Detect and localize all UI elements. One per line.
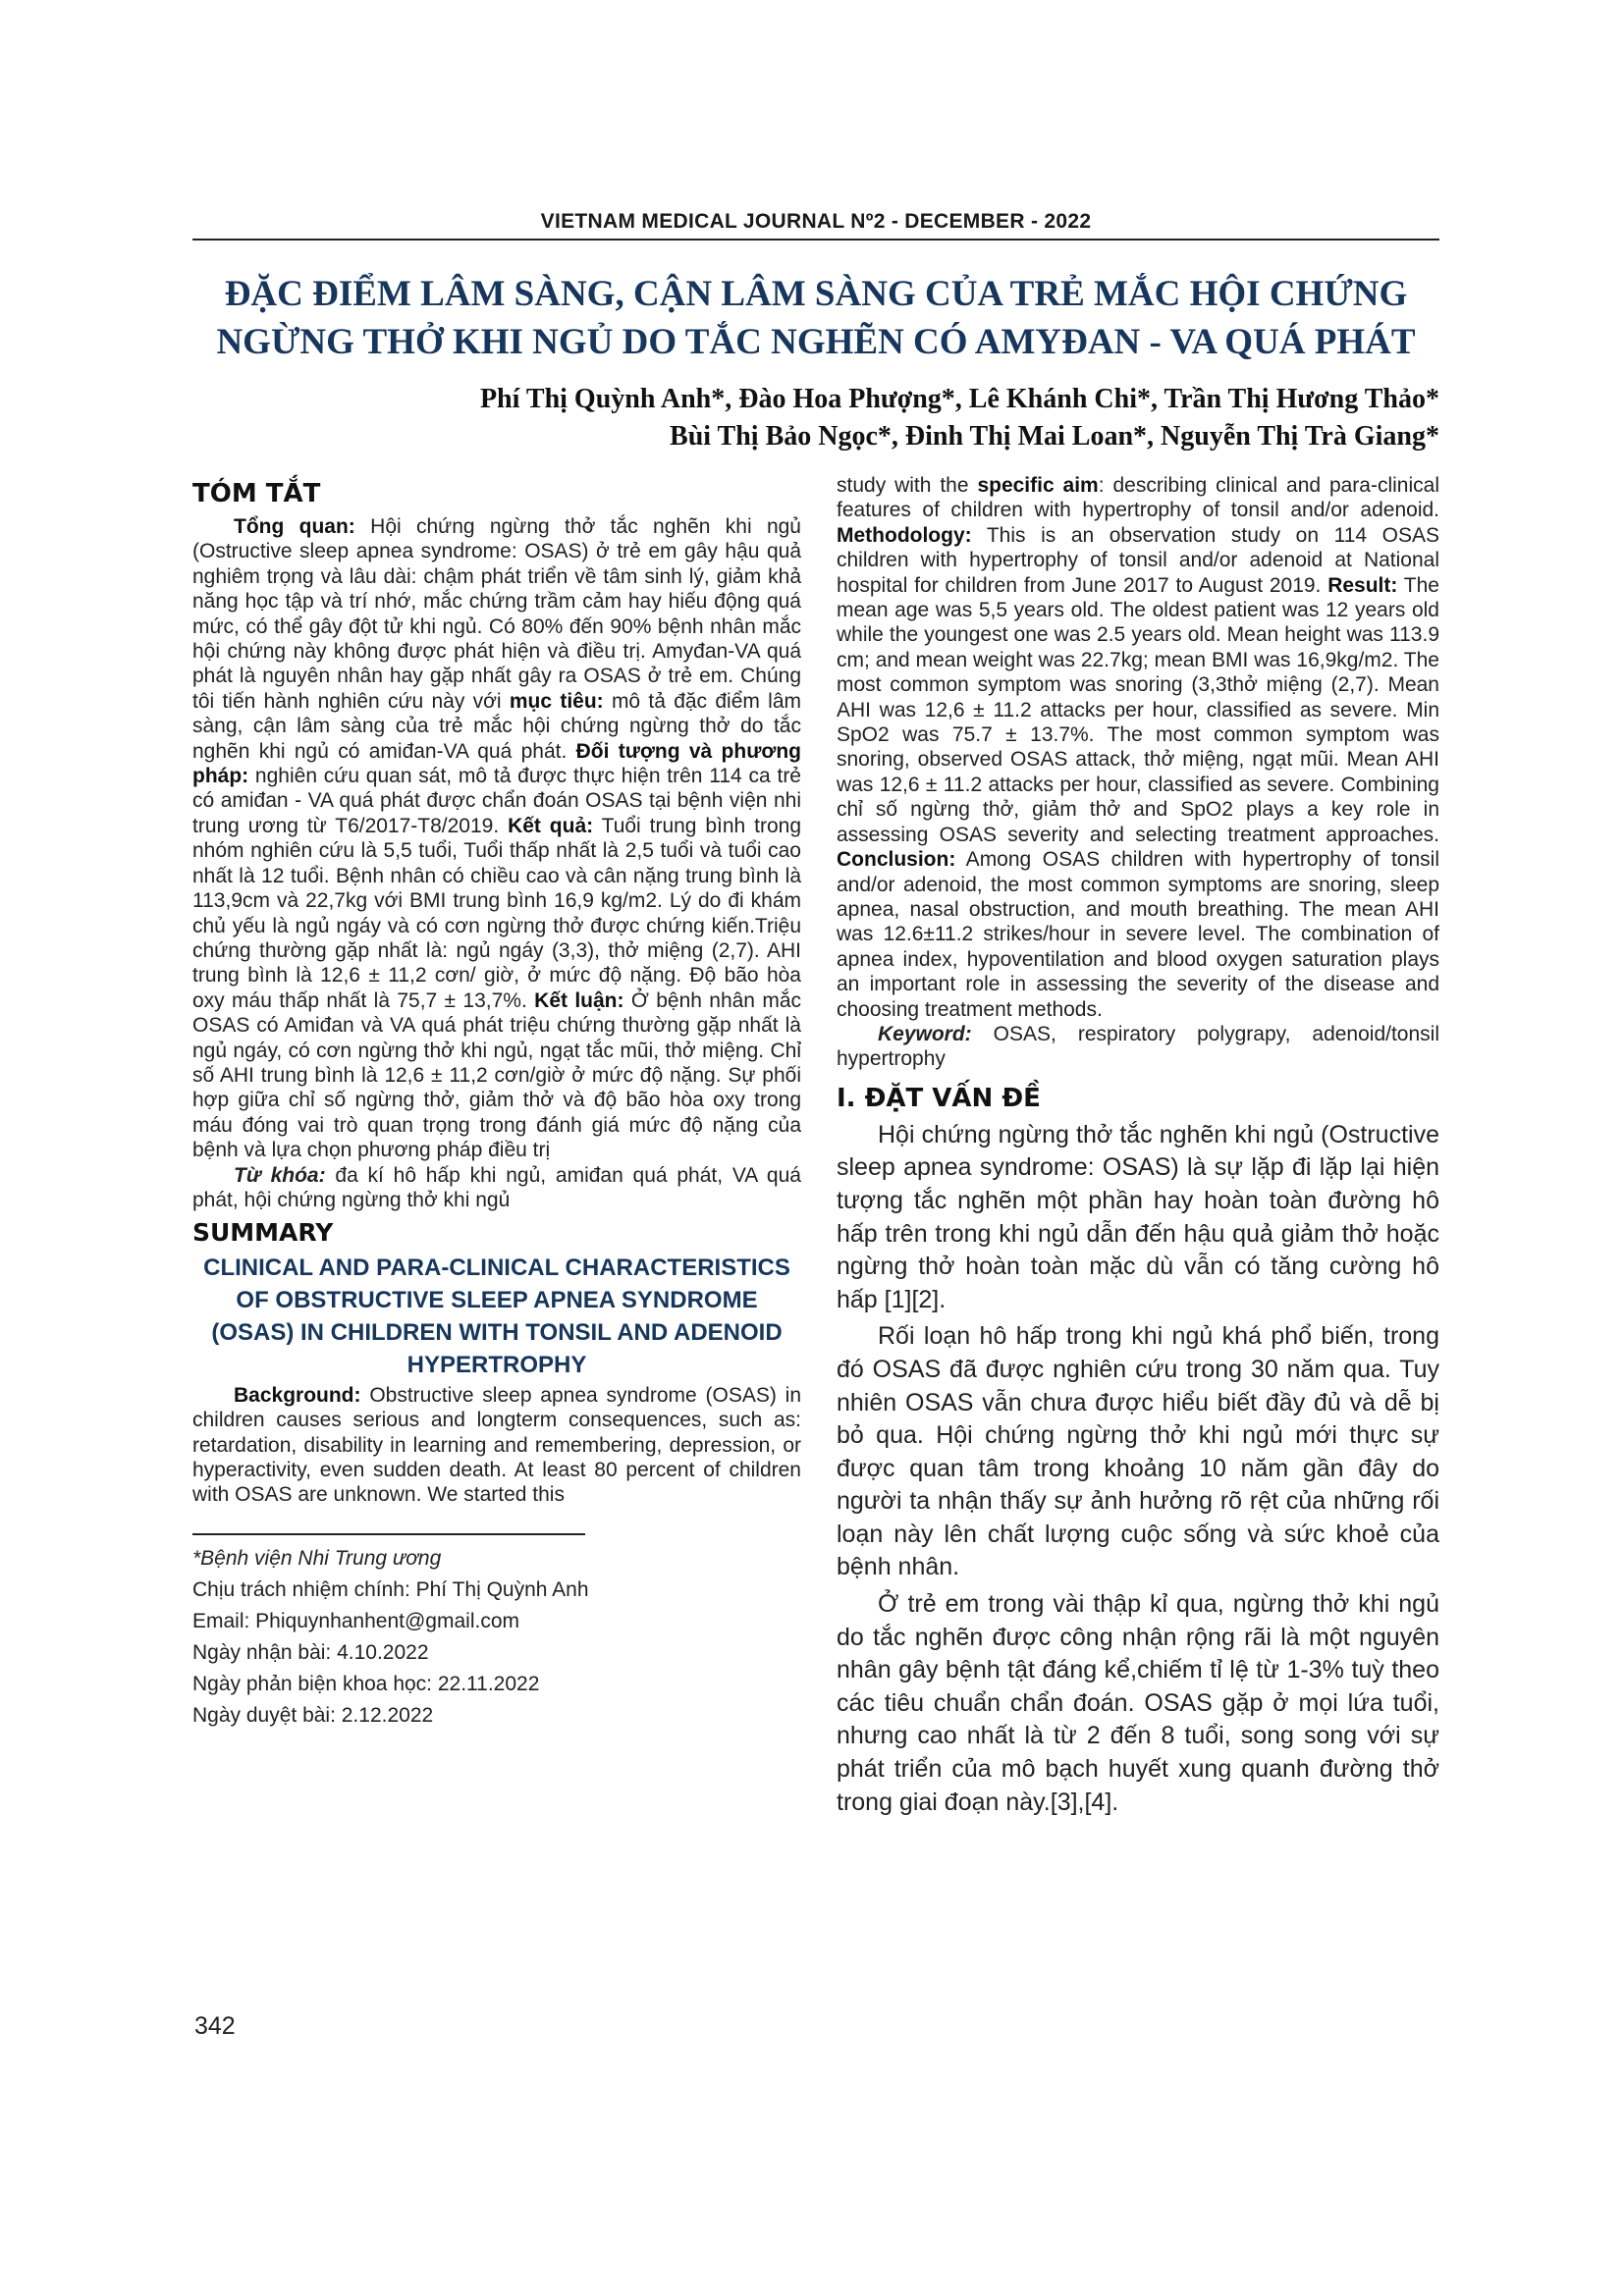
header-rule xyxy=(192,239,1439,240)
methodology-label: Methodology: xyxy=(837,523,972,547)
footnote-responsible: Chịu trách nhiệm chính: Phí Thị Quỳnh Anh xyxy=(192,1577,589,1601)
author-list xyxy=(192,381,1439,455)
aim-text: mô tả đặc điểm lâm sàng, cận lâm sàng của trẻ mắc hội chứng ngừng thở do tắc nghẽn khi ngủ có amiđan-VA quá phát. xyxy=(192,689,801,763)
overview-label: Tổng quan: xyxy=(234,515,355,538)
result-en-label: Result: xyxy=(1327,573,1398,597)
authors-line-2: Bùi Thị Bảo Ngọc*, Đinh Thị Mai Loan*, Nguyễn Thị Trà Giang* xyxy=(670,421,1439,452)
keyword-en-label: Keyword: xyxy=(878,1022,972,1045)
aim-label: mục tiêu: xyxy=(509,689,604,713)
intro-paragraph-1: Hội chứng ngừng thở tắc nghẽn khi ngủ (Ostructive sleep apnea syndrome: OSAS) là sự lặp đi lặp lại hiện tượng tắc nghẽn một phần hay hoàn toàn đường hô hấp trên trong khi ngủ dẫn đến hậu quả giảm thở hoặc ngừng thở hoàn toàn mặc dù vẫn có tăng cường hô hấp [1][2]. xyxy=(837,1120,1439,1313)
journal-header: VIETNAM MEDICAL JOURNAL Nº2 - DECEMBER - 2022 xyxy=(540,210,1092,233)
footnote-approved: Ngày duyệt bài: 2.12.2022 xyxy=(192,1703,434,1727)
method-label: Đối tượng và phương pháp: xyxy=(192,739,802,788)
left-column xyxy=(192,477,801,1732)
keyword-en-text: OSAS, respiratory polygrapy, adenoid/tonsil hypertrophy xyxy=(837,1022,1439,1071)
authors-line-1: Phí Thị Quỳnh Anh*, Đào Hoa Phượng*, Lê Khánh Chi*, Trần Thị Hương Thảo* xyxy=(479,384,1439,414)
background-label: Background: xyxy=(234,1383,361,1407)
footnote-email: Email: Phiquynhanhent@gmail.com xyxy=(192,1609,519,1632)
methodology-text: This is an observation study on 114 OSAS children with hypertrophy of tonsil and/or adenoid at National hospital for children from June 2017 to August 2019. xyxy=(837,523,1439,597)
intro-paragraph-3: Ở trẻ em trong vài thập kỉ qua, ngừng thở khi ngủ do tắc nghẽn được công nhận rộng rãi là một nguyên nhân gây bệnh tật đáng kể,chiếm tỉ lệ từ 1-3% tuỳ theo các tiêu chuẩn chẩn đoán. OSAS gặp ở mọi lứa tuổi, nhưng cao nhất là từ 2 đến 8 tuổi, song song với sự phát triển của mô bạch huyết xung quanh đường thở trong giai đoạn này.[3],[4]. xyxy=(837,1590,1439,1816)
article-title xyxy=(196,270,1435,366)
overview-text: Hội chứng ngừng thở tắc nghẽn khi ngủ (Ostructive sleep apnea syndrome: OSAS) ở trẻ em gây hậu quả nghiêm trọng và lâu dài: chậm phát triển về tâm sinh lý, giảm khả năng học tập và trí nhớ, mắc chứng trầm cảm hay hiếu động quá mức, có thể gây đột tử khi ngủ. Có 80% đến 90% bệnh nhân mắc hội chứng này không được phát hiện và điều trị. Amyđan-VA quá phát là nguyên nhân hay gặp nhất gây ra OSAS ở trẻ em. Chúng tôi tiến hành nghiên cứu này với xyxy=(192,515,801,713)
intro-heading: I. ĐẶT VẤN ĐỀ xyxy=(837,1083,1041,1113)
conclusion-text: Ở bệnh nhân mắc OSAS có Amiđan và VA quá phát triệu chứng thường gặp nhất là ngủ ngáy, có cơn ngừng thở khi ngủ, ngạt tắc mũi, thở miệng. Chỉ số AHI trung bình là 12,6 ± 11,2 cơn/giờ ở mức độ nặng. Sự phối hợp giữa chỉ số ngừng thở, giảm thở và độ bão hòa oxy trong máu đóng vai trò quan trọng trong đánh giá mức độ nặng của bệnh và lựa chọn phương pháp điều trị xyxy=(192,988,802,1162)
abstract-heading: TÓM TẮT xyxy=(192,479,321,508)
specific-aim-label: specific aim xyxy=(977,474,1099,497)
background-cont: study with the xyxy=(837,474,978,497)
footnote-received: Ngày nhận bài: 4.10.2022 xyxy=(192,1640,429,1664)
right-column xyxy=(837,473,1439,1819)
conclusion-label: Kết luận: xyxy=(534,988,624,1012)
summary-title: CLINICAL AND PARA-CLINICAL CHARACTERISTICS OF OBSTRUCTIVE SLEEP APNEA SYNDROME (OSAS) IN CHILDREN WITH TONSIL AND ADENOID HYPERTROPHY xyxy=(203,1254,790,1378)
page-number: 342 xyxy=(194,2012,236,2040)
method-text: nghiên cứu quan sát, mô tả được thực hiện trên 114 ca trẻ có amiđan - VA quá phát được chẩn đoán OSAS tại bệnh viện nhi trung ương từ T6/2017-T8/2019. xyxy=(192,765,801,837)
title-line-1: ĐẶC ĐIỂM LÂM SÀNG, CẬN LÂM SÀNG CỦA TRẺ MẮC HỘI CHỨNG xyxy=(224,274,1408,314)
footnote-reviewed: Ngày phản biện khoa học: 22.11.2022 xyxy=(192,1672,540,1695)
result-en-text: The mean age was 5,5 years old. The oldest patient was 12 years old while the youngest one was 2.5 years old. Mean height was 113.9 cm; and mean weight was 22.7kg; mean BMI was 16,9kg/m2. The most common symptom was snoring (3,3thở miệng (2,7). Mean AHI was 12,6 ± 11.2 attacks per hour, classified as severe. Min SpO2 was 75.7 ± 13.7%. The most common symptom was snoring, observed OSAS attack, thở miệng, ngạt mũi. Mean AHI was 12,6 ± 11.2 attacks per hour, classified as severe. Combining chỉ số ngừng thở, giảm thở and SpO2 plays a key role in assessing OSAS severity and selecting treatment approaches. xyxy=(837,573,1439,846)
footnotes xyxy=(192,1543,801,1732)
summary-heading: SUMMARY xyxy=(192,1218,334,1248)
footnote-affiliation: *Bệnh viện Nhi Trung ương xyxy=(192,1546,442,1570)
specific-aim-text: : describing clinical and para-clinical features of children with hypertrophy of tonsil and/or adenoid. xyxy=(837,474,1439,522)
title-line-2: NGỪNG THỞ KHI NGỦ DO TẮC NGHẼN CÓ AMYĐAN - VA QUÁ PHÁT xyxy=(216,322,1416,362)
footnote-rule xyxy=(192,1533,585,1535)
result-label: Kết quả: xyxy=(508,814,594,837)
conclusion-en-text: Among OSAS children with hypertrophy of tonsil and/or adenoid, the most common symptoms are snoring, sleep apnea, nasal obstruction, and mouth breathing. The mean AHI was 12.6±11.2 strikes/hour in severe level. The combination of apnea index, hypoventilation and blood oxygen saturation plays an important role in assessing the severity of the disease and choosing treatment methods. xyxy=(837,848,1439,1021)
keyword-en xyxy=(837,1022,1439,1072)
keywords-text: đa kí hô hấp khi ngủ, amiđan quá phát, VA quá phát, hội chứng ngừng thở khi ngủ xyxy=(192,1163,801,1211)
summary-background xyxy=(192,1383,801,1508)
result-text: Tuổi trung bình trong nhóm nghiên cứu là 5,5 tuổi, Tuổi thấp nhất là 2,5 tuổi và tuổi cao nhất là 12 tuổi. Bệnh nhân có chiều cao và cân nặng trung bình là 113,9cm và 22,7kg với BMI trung bình 16,9 kg/m2. Lý do đi khám chủ yếu là ngủ ngáy và có cơn ngừng thở được chứng kiến.Triệu chứng thường gặp nhất là: ngủ ngáy (3,3), thở miệng (2,7). AHI trung bình là 12,6 ± 11,2 cơn/ giờ, ở mức độ nặng. Độ bão hòa oxy máu thấp nhất là 75,7 ± 13,7%. xyxy=(192,814,801,1012)
summary-continued xyxy=(837,473,1439,1022)
background-text: Obstructive sleep apnea syndrome (OSAS) in children causes serious and longterm consequences, such as: retardation, disability in learning and remembering, depression, or hyperactivity, even sudden death. At least 80 percent of children with OSAS are unknown. We started this xyxy=(192,1383,801,1507)
keywords-vi xyxy=(192,1163,801,1213)
conclusion-en-label: Conclusion: xyxy=(837,848,956,872)
intro-paragraph-2: Rối loạn hô hấp trong khi ngủ khá phổ biến, trong đó OSAS đã được nghiên cứu trong 30 năm qua. Tuy nhiên OSAS vẫn chưa được hiểu biết đầy đủ và dễ bị bỏ qua. Hội chứng ngừng thở khi ngủ mới thực sự được quan tâm trong khoảng 10 năm gần đây do người ta nhận thấy sự ảnh hưởng rõ rệt của những rối loạn này lên chất lượng cuộc sống và sức khoẻ của bệnh nhân. xyxy=(837,1322,1439,1581)
abstract-vi-body xyxy=(192,514,801,1163)
keywords-label: Từ khóa: xyxy=(234,1163,326,1187)
